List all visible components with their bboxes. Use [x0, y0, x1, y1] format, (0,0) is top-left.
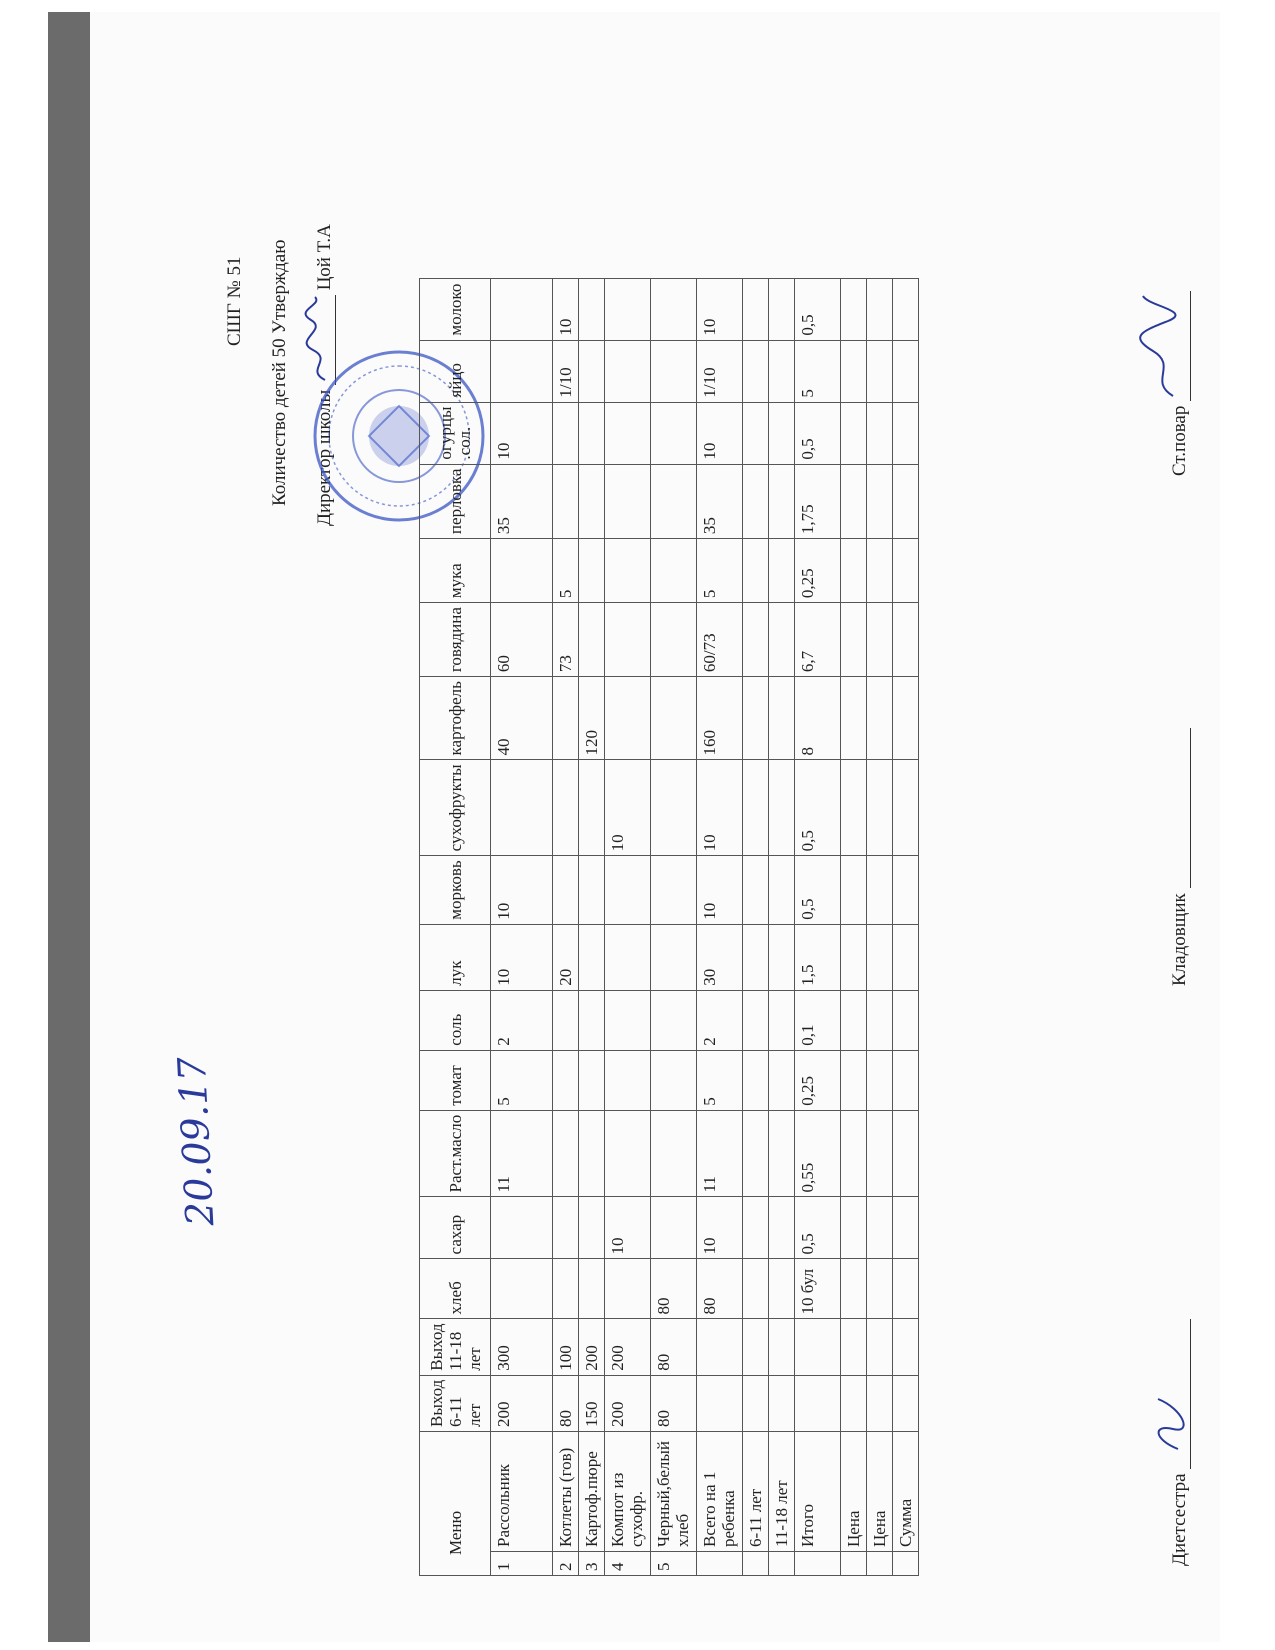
table-cell: 6,7: [795, 603, 841, 677]
table-cell: 35: [491, 464, 553, 538]
table-row: [769, 278, 795, 1575]
row-number: [795, 1552, 841, 1576]
director-name: Цой Т.А: [314, 224, 335, 291]
table-cell: [841, 340, 867, 402]
table-cell: [605, 464, 651, 538]
table-cell: [841, 539, 867, 603]
table-cell: 10 бул: [795, 1259, 841, 1319]
table-cell: 100: [553, 1319, 579, 1375]
row-number: 5: [651, 1552, 697, 1576]
table-cell: [867, 760, 893, 856]
table-cell: 200: [579, 1319, 605, 1375]
table-cell: 200: [605, 1375, 651, 1431]
table-cell: [841, 402, 867, 464]
table-cell: [579, 278, 605, 340]
table-row: [743, 278, 769, 1575]
table-cell: [795, 1319, 841, 1375]
row-name: 11-18 лет: [769, 1432, 795, 1552]
column-header: огурцы .сол.: [420, 402, 491, 464]
table-cell: [841, 1197, 867, 1259]
table-row: [867, 278, 893, 1575]
table-cell: 80: [651, 1259, 697, 1319]
table-cell: [605, 539, 651, 603]
table-cell: 1/10: [697, 340, 743, 402]
table-cell: 0,5: [795, 402, 841, 464]
table-cell: 5: [553, 539, 579, 603]
table-cell: [605, 677, 651, 760]
table-cell: 2: [491, 990, 553, 1050]
table-cell: [579, 1110, 605, 1197]
handwritten-date: 20.09.17: [169, 1055, 223, 1228]
column-header: картофель: [420, 677, 491, 760]
table-cell: [769, 760, 795, 856]
table-cell: [579, 856, 605, 924]
table-cell: [841, 464, 867, 538]
row-name: Цена: [841, 1432, 867, 1552]
table-cell: [651, 278, 697, 340]
table-cell: [491, 539, 553, 603]
table-cell: 200: [605, 1319, 651, 1375]
column-header: томат: [420, 1050, 491, 1110]
table-cell: [867, 990, 893, 1050]
chef-signature-icon: [1138, 291, 1188, 401]
table-cell: [769, 464, 795, 538]
table-cell: [769, 1319, 795, 1375]
table-cell: [651, 1050, 697, 1110]
table-cell: [893, 402, 919, 464]
approve-label: Утверждаю: [269, 239, 290, 334]
table-cell: [893, 1259, 919, 1319]
column-header: Выход 6-11 лет: [420, 1375, 491, 1431]
table-header-row: [420, 278, 491, 1575]
table-cell: [743, 924, 769, 990]
row-name: Картоф.пюре: [579, 1432, 605, 1552]
column-header: Раст.масло: [420, 1110, 491, 1197]
row-number: 1: [491, 1552, 553, 1576]
table-cell: [743, 278, 769, 340]
table-row: [605, 278, 651, 1575]
table-cell: [841, 760, 867, 856]
table-cell: 5: [697, 1050, 743, 1110]
table-cell: [579, 464, 605, 538]
table-cell: [841, 278, 867, 340]
table-cell: [769, 278, 795, 340]
table-cell: [579, 340, 605, 402]
table-cell: [867, 278, 893, 340]
table-cell: [769, 856, 795, 924]
row-name: Черный,белый хлеб: [651, 1432, 697, 1552]
dietitian-signature-icon: [1148, 1319, 1188, 1469]
column-header: соль: [420, 990, 491, 1050]
table-body: [491, 278, 919, 1575]
table-cell: [893, 539, 919, 603]
menu-table: [419, 278, 919, 1576]
row-number: 4: [605, 1552, 651, 1576]
table-row: [579, 278, 605, 1575]
column-header: молоко: [420, 278, 491, 340]
row-name: Компот из сухофр.: [605, 1432, 651, 1552]
row-name: Всего на 1 ребенка: [697, 1432, 743, 1552]
table-cell: [605, 1050, 651, 1110]
table-cell: [867, 1197, 893, 1259]
table-cell: [867, 464, 893, 538]
table-cell: 0,5: [795, 278, 841, 340]
dietitian-signature: [1169, 1319, 1191, 1566]
table-cell: [867, 1319, 893, 1375]
school-title: СШГ № 51: [224, 256, 245, 346]
table-cell: [553, 760, 579, 856]
table-cell: [553, 402, 579, 464]
table-cell: 0,5: [795, 856, 841, 924]
table-cell: 10: [697, 402, 743, 464]
table-cell: [743, 603, 769, 677]
dietitian-label: Диетсестра: [1169, 1473, 1190, 1566]
table-cell: [769, 1375, 795, 1431]
table-cell: [743, 402, 769, 464]
table-cell: [841, 677, 867, 760]
table-row: [841, 278, 867, 1575]
table-cell: [893, 1197, 919, 1259]
table-cell: [841, 990, 867, 1050]
table-cell: [743, 1110, 769, 1197]
column-header: морковь: [420, 856, 491, 924]
table-cell: [491, 340, 553, 402]
table-cell: 0,25: [795, 1050, 841, 1110]
table-cell: 1,75: [795, 464, 841, 538]
table-cell: [743, 760, 769, 856]
table-cell: [743, 539, 769, 603]
table-cell: [893, 1110, 919, 1197]
table-cell: [553, 856, 579, 924]
row-number: [867, 1552, 893, 1576]
table-cell: 10: [605, 760, 651, 856]
table-cell: [491, 1197, 553, 1259]
table-cell: 35: [697, 464, 743, 538]
table-cell: [769, 1110, 795, 1197]
table-cell: [743, 1050, 769, 1110]
table-cell: [579, 1197, 605, 1259]
row-number: [697, 1552, 743, 1576]
table-cell: [651, 603, 697, 677]
table-cell: [605, 1259, 651, 1319]
row-number: [769, 1552, 795, 1576]
chef-signature-line: [1172, 291, 1191, 401]
table-cell: [605, 402, 651, 464]
table-cell: [893, 1375, 919, 1431]
table-row: [491, 278, 553, 1575]
table-cell: [841, 1050, 867, 1110]
children-label: Количество детей: [269, 362, 290, 506]
table-cell: 0,25: [795, 539, 841, 603]
table-cell: [841, 856, 867, 924]
row-number: [893, 1552, 919, 1576]
table-cell: [579, 990, 605, 1050]
table-cell: [841, 1375, 867, 1431]
table-row: [651, 278, 697, 1575]
table-cell: [605, 603, 651, 677]
table-cell: 10: [491, 402, 553, 464]
table-cell: 10: [697, 278, 743, 340]
table-cell: [605, 990, 651, 1050]
table-cell: [743, 990, 769, 1050]
table-cell: [893, 856, 919, 924]
table-cell: 10: [553, 278, 579, 340]
table-cell: 1,5: [795, 924, 841, 990]
table-cell: [553, 464, 579, 538]
table-cell: 10: [491, 924, 553, 990]
table-cell: [579, 760, 605, 856]
row-number: 3: [579, 1552, 605, 1576]
row-number: 2: [553, 1552, 579, 1576]
table-cell: [867, 603, 893, 677]
table-cell: 11: [491, 1110, 553, 1197]
table-cell: 80: [697, 1259, 743, 1319]
storekeeper-label: Кладовщик: [1169, 893, 1190, 986]
table-cell: [867, 340, 893, 402]
row-number: [841, 1552, 867, 1576]
table-cell: 10: [697, 856, 743, 924]
table-cell: [651, 1110, 697, 1197]
table-cell: 60: [491, 603, 553, 677]
table-cell: [893, 1050, 919, 1110]
table-cell: [605, 1110, 651, 1197]
table-cell: [841, 1110, 867, 1197]
table-cell: 5: [795, 340, 841, 402]
table-cell: 80: [553, 1375, 579, 1431]
table-cell: [893, 924, 919, 990]
table-cell: [893, 278, 919, 340]
table-cell: [491, 278, 553, 340]
table-cell: [605, 856, 651, 924]
row-name: Рассольник: [491, 1432, 553, 1552]
row-name: 6-11 лет: [743, 1432, 769, 1552]
table-cell: 300: [491, 1319, 553, 1375]
column-header: Меню: [420, 1432, 491, 1576]
table-cell: [553, 677, 579, 760]
table-cell: 80: [651, 1319, 697, 1375]
table-cell: 30: [697, 924, 743, 990]
table-cell: [867, 1050, 893, 1110]
table-cell: [579, 1259, 605, 1319]
table-cell: [553, 990, 579, 1050]
table-cell: [769, 402, 795, 464]
dietitian-signature-line: [1172, 1319, 1191, 1469]
table-cell: 10: [697, 760, 743, 856]
table-cell: [651, 1197, 697, 1259]
table-cell: [491, 760, 553, 856]
table-cell: [651, 464, 697, 538]
column-header: хлеб: [420, 1259, 491, 1319]
table-cell: [553, 1259, 579, 1319]
column-header: сахар: [420, 1197, 491, 1259]
table-cell: [743, 464, 769, 538]
table-cell: [743, 1259, 769, 1319]
storekeeper-signature: [1169, 728, 1191, 986]
table-cell: [841, 603, 867, 677]
table-cell: [867, 677, 893, 760]
table-cell: 5: [697, 539, 743, 603]
storekeeper-signature-line: [1172, 728, 1191, 888]
table-cell: [769, 677, 795, 760]
table-cell: [893, 760, 919, 856]
table-cell: [893, 990, 919, 1050]
row-name: Итого: [795, 1432, 841, 1552]
table-cell: [697, 1319, 743, 1375]
table-cell: [743, 1375, 769, 1431]
table-cell: [553, 1110, 579, 1197]
table-row: [553, 278, 579, 1575]
table-cell: [743, 1197, 769, 1259]
children-count: 50: [269, 338, 290, 358]
table-cell: [841, 1259, 867, 1319]
table-cell: [579, 539, 605, 603]
table-cell: [651, 990, 697, 1050]
chef-signature: [1169, 291, 1191, 476]
table-cell: [553, 1197, 579, 1259]
table-cell: [769, 1259, 795, 1319]
table-cell: [651, 340, 697, 402]
table-cell: 5: [491, 1050, 553, 1110]
table-cell: [579, 924, 605, 990]
table-cell: 8: [795, 677, 841, 760]
table-cell: 1/10: [553, 340, 579, 402]
column-header: перловка: [420, 464, 491, 538]
table-cell: [651, 402, 697, 464]
table-cell: [893, 464, 919, 538]
table-cell: [579, 402, 605, 464]
table-cell: 10: [491, 856, 553, 924]
table-cell: [893, 340, 919, 402]
row-name: Цена: [867, 1432, 893, 1552]
table-cell: [769, 1050, 795, 1110]
table-cell: [743, 677, 769, 760]
table-row: [893, 278, 919, 1575]
table-cell: 120: [579, 677, 605, 760]
column-header: мука: [420, 539, 491, 603]
table-cell: 11: [697, 1110, 743, 1197]
table-cell: [769, 990, 795, 1050]
table-cell: 40: [491, 677, 553, 760]
table-row: [795, 278, 841, 1575]
table-cell: [651, 924, 697, 990]
table-cell: [867, 1110, 893, 1197]
table-cell: [769, 340, 795, 402]
table-cell: [697, 1375, 743, 1431]
table-cell: [769, 603, 795, 677]
table-cell: [651, 760, 697, 856]
table-cell: [769, 539, 795, 603]
table-cell: [605, 924, 651, 990]
table-cell: 73: [553, 603, 579, 677]
table-cell: [491, 1259, 553, 1319]
document-sheet: [90, 12, 1220, 1642]
table-cell: 80: [651, 1375, 697, 1431]
column-header: говядина: [420, 603, 491, 677]
table-cell: 2: [697, 990, 743, 1050]
table-cell: 200: [491, 1375, 553, 1431]
folder-spine: [48, 12, 90, 1642]
table-cell: [795, 1375, 841, 1431]
row-number: [743, 1552, 769, 1576]
table-cell: [867, 402, 893, 464]
table-cell: [867, 1259, 893, 1319]
column-header: яйцо: [420, 340, 491, 402]
table-cell: [841, 924, 867, 990]
table-cell: 0,1: [795, 990, 841, 1050]
table-cell: [893, 1319, 919, 1375]
table-cell: [769, 924, 795, 990]
table-cell: [605, 278, 651, 340]
children-count-line: [269, 240, 291, 506]
table-cell: 60/73: [697, 603, 743, 677]
table-cell: [841, 1319, 867, 1375]
column-header: сухофрукты: [420, 760, 491, 856]
rotated-page: [169, 66, 1269, 1636]
table-cell: 0,5: [795, 1197, 841, 1259]
table-cell: 0,5: [795, 760, 841, 856]
table-cell: [579, 1050, 605, 1110]
table-cell: 0,55: [795, 1110, 841, 1197]
row-name: Сумма: [893, 1432, 919, 1552]
table-row: [697, 278, 743, 1575]
chef-label: Ст.повар: [1169, 405, 1190, 476]
table-cell: 160: [697, 677, 743, 760]
table-cell: 10: [697, 1197, 743, 1259]
table-cell: [651, 677, 697, 760]
table-cell: [579, 603, 605, 677]
table-cell: [769, 1197, 795, 1259]
table-cell: [743, 856, 769, 924]
table-cell: [553, 1050, 579, 1110]
table-cell: 20: [553, 924, 579, 990]
table-cell: [743, 340, 769, 402]
row-name: Котлеты (гов): [553, 1432, 579, 1552]
table-cell: [867, 924, 893, 990]
table-cell: [893, 603, 919, 677]
table-cell: [893, 677, 919, 760]
table-cell: [605, 340, 651, 402]
table-cell: [867, 539, 893, 603]
table-cell: [651, 539, 697, 603]
table-cell: 150: [579, 1375, 605, 1431]
binder-edge: [0, 0, 48, 1650]
table-cell: 10: [605, 1197, 651, 1259]
table-cell: [743, 1319, 769, 1375]
table-cell: [867, 1375, 893, 1431]
director-label: Директор школы: [314, 389, 335, 526]
column-header: Выход 11-18 лет: [420, 1319, 491, 1375]
column-header: лук: [420, 924, 491, 990]
table-cell: [867, 856, 893, 924]
table-cell: [651, 856, 697, 924]
